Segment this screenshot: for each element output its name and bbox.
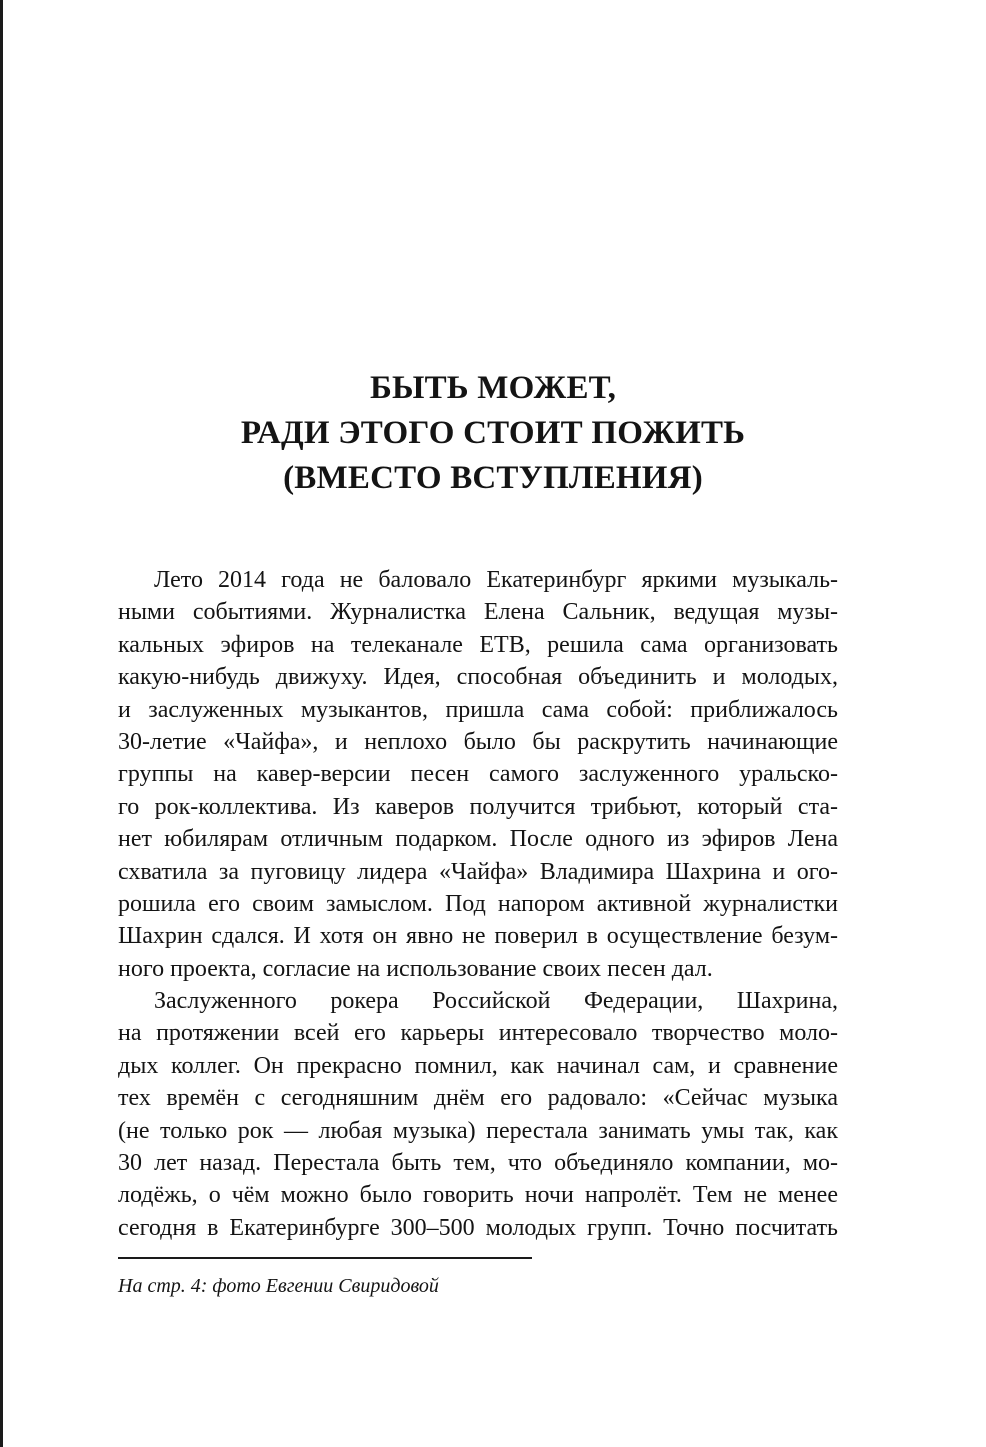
- text-line: 30 лет назад. Перестала быть тем, что объединяло компании, мо-: [118, 1150, 838, 1177]
- text-line: кальных эфиров на телеканале ЕТВ, решила сама организовать: [118, 631, 838, 658]
- footnote-rule: [118, 1257, 532, 1259]
- text-line: Шахрин сдался. И хотя он явно не поверил в осуществление безум-: [118, 923, 838, 950]
- text-line: го рок-коллектива. Из каверов получится трибьют, который ста-: [118, 793, 838, 820]
- text-line: рошила его своим замыслом. Под напором активной журналистки: [118, 890, 838, 917]
- text-line: дых коллег. Он прекрасно помнил, как начинал сам, и сравнение: [118, 1052, 838, 1079]
- text-line: Заслуженного рокера Российской Федерации, Шахрина,: [154, 988, 838, 1015]
- chapter-title-line: РАДИ ЭТОГО СТОИТ ПОЖИТЬ: [240, 415, 746, 451]
- chapter-title: [0, 366, 986, 501]
- text-line: сегодня в Екатеринбурге 300–500 молодых групп. Точно посчитать: [118, 1214, 838, 1241]
- text-line: ного проекта, согласие на использование своих песен дал.: [118, 955, 713, 982]
- paragraph-2: [118, 985, 838, 1244]
- text-line: Лето 2014 года не баловало Екатеринбург яркими музыкаль-: [154, 567, 838, 593]
- text-line: какую-нибудь движуху. Идея, способная объединить и молодых,: [118, 664, 838, 691]
- footnote: На стр. 4: фото Евгении Свиридовой: [118, 1275, 439, 1297]
- text-line: схватила за пуговицу лидера «Чайфа» Владимира Шахрина и ого-: [118, 858, 838, 885]
- text-line: (не только рок — любая музыка) перестала занимать умы так, как: [118, 1117, 838, 1144]
- chapter-title-line: (ВМЕСТО ВСТУПЛЕНИЯ): [283, 460, 703, 496]
- text-line: на протяжении всей его карьеры интересовало творчество моло-: [118, 1020, 838, 1047]
- text-line: нет юбилярам отличным подарком. После одного из эфиров Лена: [118, 826, 838, 853]
- chapter-title-line: БЫТЬ МОЖЕТ,: [369, 370, 617, 406]
- text-line: лодёжь, о чём можно было говорить ночи напролёт. Тем не менее: [118, 1182, 838, 1209]
- paragraph-1: [118, 564, 838, 985]
- text-line: и заслуженных музыкантов, пришла сама собой: приближалось: [118, 696, 838, 723]
- body-text: [118, 564, 838, 1244]
- text-line: группы на кавер-версии песен самого заслуженного уральско-: [118, 761, 838, 788]
- page-edge: [0, 0, 3, 1447]
- text-line: тех времён с сегодняшним днём его радовало: «Сейчас музыка: [118, 1085, 838, 1112]
- text-line: 30-летие «Чайфа», и неплохо было бы раскрутить начинающие: [118, 728, 838, 755]
- text-line: ными событиями. Журналистка Елена Сальник, ведущая музы-: [118, 599, 838, 626]
